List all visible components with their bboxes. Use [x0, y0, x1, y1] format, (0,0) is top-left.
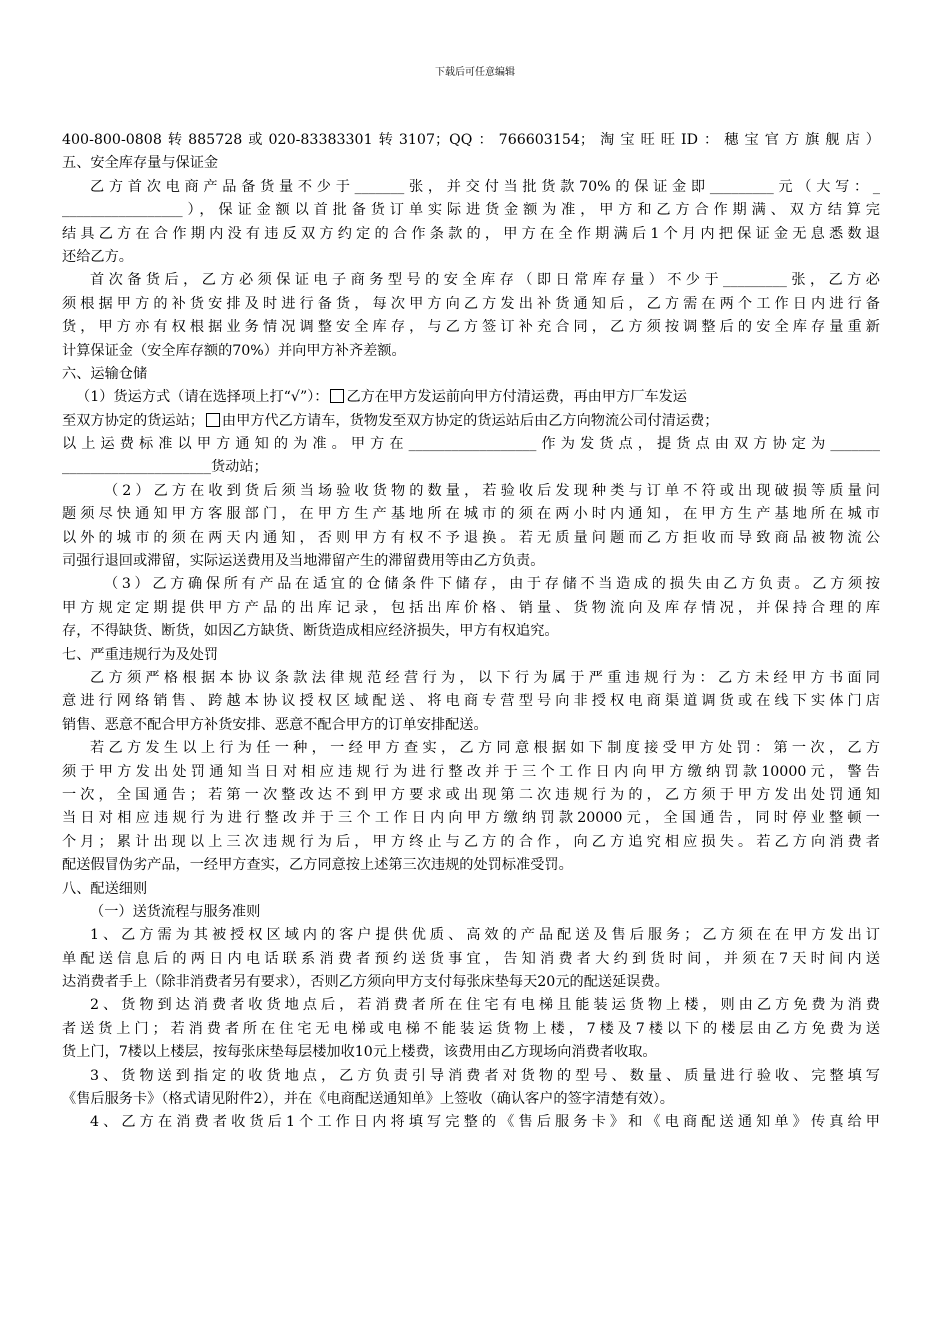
shipping-option-2-text: 由甲方代乙方请车，货物发至双方协定的货运站后由乙方向物流公司付清运费； — [221, 412, 719, 429]
shipping-option-1-text: 乙方在甲方发运前向甲方付清运费，再由甲方厂车发运 — [346, 389, 687, 406]
section-heading-6: 六、运输仓储 — [62, 365, 148, 382]
paragraph-line: 题须尽快通知甲方客服部门，在甲方生产基地所在城市的须在两小时内通知，在甲方生产基地所在城市 — [62, 506, 880, 523]
paragraph-line: 乙方首次电商产品备货量不少于_______张，并交付当批货款70%的保证金即_________元（大写：_ — [90, 178, 880, 195]
paragraph-line: 个月；累计出现以上三次违规行为后，甲方终止与乙方的合作，向乙方追究相应损失。若乙方向消费者 — [62, 833, 880, 850]
paragraph-line: 还给乙方。 — [62, 248, 133, 265]
section-heading-7: 七、严重违规行为及处罚 — [62, 646, 219, 663]
subsection-heading: （一）送货流程与服务准则 — [90, 903, 261, 920]
checkbox-option-2[interactable] — [206, 413, 220, 427]
section-heading-8: 八、配送细则 — [62, 880, 148, 897]
paragraph-line: 首次备货后，乙方必须保证电子商务型号的安全库存（即日常库存量）不少于_________张，乙方必 — [90, 272, 880, 289]
paragraph-line: 配送假冒伪劣产品，一经甲方查实，乙方同意按上述第三次违规的处罚标准受罚。 — [62, 857, 573, 874]
paragraph-line: 一次，全国通告；若第一次整改达不到甲方要求或出现第二次违规行为的，乙方须于甲方发出处罚通知 — [62, 786, 880, 803]
checkbox-option-1[interactable] — [330, 389, 344, 403]
paragraph-line: 货，甲方亦有权根据业务情况调整安全库存，与乙方签订补充合同，乙方须按调整后的安全库存量重新 — [62, 319, 880, 336]
paragraph-line: 若乙方发生以上行为任一种，一经甲方查实，乙方同意根据如下制度接受甲方处罚：第一次，乙方 — [90, 740, 880, 757]
paragraph-line: （3）乙方确保所有产品在适宜的仓储条件下储存，由于存储不当造成的损失由乙方负责。乙方须按 — [104, 576, 880, 593]
page-header-note: 下载后可任意编辑 — [435, 67, 515, 78]
section-heading-5: 五、安全库存量与保证金 — [62, 155, 219, 172]
paragraph-line: 须于甲方发出处罚通知当日对相应违规行为进行整改并于三个工作日内向甲方缴纳罚款10000元，警告 — [62, 763, 880, 780]
paragraph-line: _________________），保证金额以首批备货订单实际进货金额为准，甲方和乙方合作期满、双方结算完 — [62, 202, 880, 219]
paragraph-line: 须根据甲方的补货安排及时进行备货，每次甲方向乙方发出补货通知后，乙方需在两个工作日内进行备 — [62, 295, 880, 312]
paragraph-line: 以外的城市的须在两天内通知，否则甲方有权不予退换。若无质量问题而乙方拒收而导致商品被物流公 — [62, 529, 880, 546]
paragraph-line: 达消费者手上（除非消费者另有要求），否则乙方须向甲方支付每张床垫每天20元的配送延误费。 — [62, 974, 669, 991]
paragraph-line: 1、乙方需为其被授权区域内的客户提供优质、高效的产品配送及售后服务；乙方须在在甲方发出订 — [90, 927, 880, 944]
contact-line: 400-800-0808转885728或020-83383301转3107；QQ：766603154；淘宝旺旺ID：穗宝官方旗舰店） — [62, 132, 880, 148]
paragraph-line: 存，不得缺货、断货，如因乙方缺货、断货造成相应经济损失，甲方有权追究。 — [62, 623, 559, 640]
paragraph-line: （2）乙方在收到货后须当场验收货物的数量，若验收后发现种类与订单不符或出现破损等质量问 — [104, 482, 880, 499]
paragraph-line: 司强行退回或滞留，实际运送费用及当地滞留产生的滞留费用等由乙方负责。 — [62, 553, 545, 570]
paragraph-line: 2、货物到达消费者收货地点后，若消费者所在住宅有电梯且能装运货物上楼，则由乙方免费为消费 — [90, 997, 880, 1014]
paragraph-line: 者送货上门；若消费者所在住宅无电梯或电梯不能装运货物上楼，7楼及7楼以下的楼层由乙方免费为送 — [62, 1020, 880, 1037]
document-body — [62, 129, 880, 1135]
paragraph-line: 结具乙方在合作期内没有违反双方约定的合作条款的，甲方在全作期满后1个月内把保证金无息悉数退 — [62, 225, 880, 242]
paragraph-line: 计算保证金（安全库存额的70%）并向甲方补齐差额。 — [62, 342, 406, 359]
paragraph-line: 《售后服务卡》（格式请见附件2），并在《电商配送通知单》上签收（确认客户的签字清楚有效）。 — [62, 1091, 674, 1108]
paragraph-line: 销售、恶意不配合甲方补货安排、恶意不配合甲方的订单安排配送。 — [62, 716, 488, 733]
paragraph-line: 4、乙方在消费者收货后1个工作日内将填写完整的《售后服务卡》和《电商配送通知单》传真给甲 — [90, 1114, 880, 1131]
shipping-method-label: （1）货运方式（请在选择项上打“√”）： — [76, 389, 329, 406]
paragraph-line: 意进行网络销售、跨越本协议授权区域配送、将电商专营型号向非授权电商渠道调货或在线下实体门店 — [62, 693, 880, 710]
paragraph-line: 3、货物送到指定的收货地点，乙方负责引导消费者对货物的型号、数量、质量进行验收、完整填写 — [90, 1067, 880, 1084]
shipping-option-1-cont: 至双方协定的货运站； — [62, 412, 204, 429]
paragraph-line: 单配送信息后的两日内电话联系消费者预约送货事宜，告知消费者大约到货时间，并须在7天时间内送 — [62, 950, 880, 967]
paragraph-line: 当日对相应违规行为进行整改并于三个工作日内向甲方缴纳罚款20000元，全国通告，同时停业整顿一 — [62, 810, 880, 827]
paragraph-line: 乙方须严格根据本协议条款法律规范经营行为，以下行为属于严重违规行为：乙方未经甲方书面同 — [90, 669, 880, 686]
paragraph-line: 货上门，7楼以上楼层，按每张床垫每层楼加收10元上楼费，该费用由乙方现场向消费者收取。 — [62, 1044, 657, 1061]
paragraph-line: _____________________货动站； — [62, 459, 268, 476]
paragraph-line: 以上运费标准以甲方通知的为准。甲方在__________________作为发货点，提货点由双方协定为_______ — [62, 436, 880, 453]
paragraph-line — [62, 410, 880, 433]
paragraph-line: 甲方规定定期提供甲方产品的出库记录，包括出库价格、销量、货物流向及库存情况，并保持合理的库 — [62, 599, 880, 616]
paragraph-line — [62, 386, 880, 409]
